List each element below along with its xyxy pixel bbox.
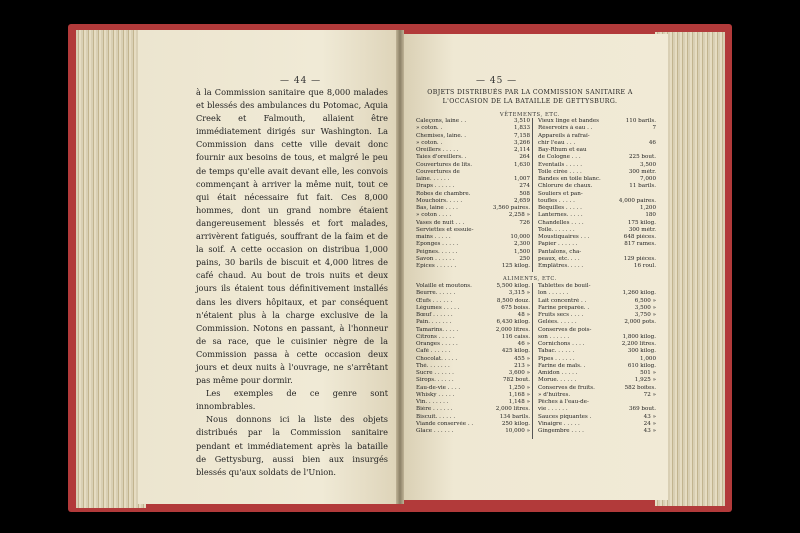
list-item (538, 421, 656, 428)
item-quantity: 250 kilog. (501, 420, 530, 427)
item-quantity: 24 » (643, 420, 656, 427)
list-item (416, 263, 530, 270)
item-name: Caleçons, laine . . (416, 118, 467, 124)
list-item (416, 348, 530, 355)
item-quantity: 10,000 (510, 234, 530, 240)
column-divider (532, 283, 533, 439)
list-item (538, 399, 656, 406)
item-quantity: 2,659 (513, 197, 530, 204)
item-quantity: 11 barils. (629, 183, 656, 190)
item-quantity (654, 327, 656, 334)
item-quantity: 4,000 paires. (618, 197, 656, 204)
list-item (416, 140, 530, 147)
item-quantity: 2,000 litres. (495, 326, 530, 333)
item-name: » d'huîtres. (538, 391, 571, 398)
item-quantity: 116 caiss. (501, 333, 530, 340)
item-quantity: 2,114 (513, 147, 530, 153)
item-name: mains . . . . . (416, 234, 451, 240)
item-quantity: 7 (652, 125, 656, 132)
item-name: Bœuf . . . . . . (416, 312, 453, 318)
item-quantity (528, 169, 530, 176)
item-name: Tablettes de bouil- (538, 283, 591, 289)
item-quantity: 3,315 » (508, 290, 530, 297)
item-quantity: 3,510 (513, 118, 530, 124)
list-item (538, 227, 656, 234)
item-name: Farine de maïs. . (538, 362, 586, 369)
item-quantity (654, 133, 656, 140)
list-item (416, 205, 530, 212)
list-item (538, 205, 656, 212)
list-item (416, 249, 530, 256)
item-name: Éventails . . . . . (538, 161, 582, 168)
item-name: Épices . . . . . . (416, 263, 457, 269)
item-quantity: 1,630 (513, 161, 530, 168)
item-quantity: 264 (519, 154, 530, 161)
list-item (538, 377, 656, 384)
item-quantity: 3,600 » (508, 370, 530, 376)
item-name: lon . . . . . . (538, 290, 569, 297)
food-column-left (416, 283, 530, 435)
item-quantity: 225 bout. (628, 154, 656, 161)
item-name: Couvertures de (416, 168, 460, 175)
item-name: Amidon . . . . . (538, 370, 578, 376)
item-name: Eau-de-vie . . . . (416, 384, 461, 391)
list-item (416, 283, 530, 290)
list-item (538, 154, 656, 161)
item-name: Whisky . . . . . (416, 391, 455, 398)
list-item (538, 191, 656, 198)
item-name: Sirops. . . . . . (416, 377, 454, 384)
item-name: Glace . . . . . . (416, 428, 454, 434)
item-name: de Cologne . . . (538, 154, 581, 161)
item-quantity: 300 kilog. (627, 348, 656, 355)
item-quantity: 3,266 (513, 139, 530, 146)
item-quantity: 648 pièces. (623, 234, 656, 240)
item-name: Bay-Rhum et eau (538, 147, 587, 153)
item-quantity (654, 399, 656, 406)
item-name: » coton . . . . (416, 212, 452, 219)
body-paragraph: Nous donnons ici la liste des objets distribués par la Commission sanitaire pendant et immédiatement après la bataille de Gettysburg, aussi bien aux insurgés blessés qu'aux soldats de l'Union. (196, 414, 388, 477)
item-name: Papier . . . . . . (538, 241, 578, 248)
item-name: Beurre. . . . . . (416, 290, 456, 297)
item-quantity: 6,500 » (634, 297, 656, 304)
item-name: peaux, etc. . . . (538, 255, 580, 262)
item-name: Conserves de pois- (538, 326, 592, 333)
list-item (416, 428, 530, 435)
item-quantity: 125 kilog. (501, 263, 530, 269)
item-quantity: 6,430 kilog. (496, 319, 530, 326)
item-quantity: 300 mètr. (628, 226, 656, 233)
item-name: Volaille et moutons. (416, 283, 472, 289)
item-name: Thé. . . . . . . (416, 362, 450, 369)
item-name: Robes de chambre. (416, 190, 471, 197)
item-quantity: 175 kilog. (627, 219, 656, 226)
clothing-column-right (538, 118, 656, 270)
item-name: Vases de nuit . . . (416, 219, 465, 226)
item-name: Oreillers . . . . . (416, 147, 459, 153)
list-item (416, 198, 530, 205)
list-item (538, 341, 656, 348)
list-item (538, 312, 656, 319)
item-quantity: 3,560 paires. (492, 205, 530, 211)
list-item (416, 169, 530, 176)
item-quantity: 610 kilog. (627, 362, 656, 369)
item-quantity: 1,925 » (634, 377, 656, 384)
item-name: Moustiquaires . . . (538, 234, 590, 240)
item-quantity: 2,300 (513, 241, 530, 248)
item-quantity: 2,000 pots. (624, 319, 656, 326)
list-item (538, 234, 656, 241)
item-name: Farine préparée. . (538, 304, 590, 311)
list-item (416, 298, 530, 305)
item-name: Appareils à rafraî- (538, 132, 590, 139)
item-name: Morue. . . . . . (538, 377, 577, 384)
item-name: Réservoirs à eau . . (538, 125, 593, 132)
list-item (416, 176, 530, 183)
item-name: Draps . . . . . . (416, 183, 455, 190)
left-page-body (196, 86, 388, 479)
item-quantity: 43 » (643, 428, 656, 434)
item-quantity: 817 rames. (624, 241, 656, 248)
item-quantity (654, 191, 656, 198)
list-item (538, 183, 656, 190)
food-column-right (538, 283, 656, 435)
body-paragraph: à la Commission sanitaire que 8,000 malades et blessés des ambulances du Potomac, Aquia Creek et Falmouth, allaient être immédiatement dirigés sur Washington. La Commission dans cette ville devait donc fournir aux besoins de tous, et malgré le peu de temps qu'elle avait devant elle, les convois commençant à arriver la même nuit, tout ce qui était nécessaire fut fait. Ces 8,000 hommes, dont un grand nombre étaient dangereusement blessés et fort malades, arrivèrent fatigués, souffrant de la faim et de la soif. A cette occasion on distribua 1,000 pains, 30 barils de biscuit et 4,000 litres de café chaud. Au bout de trois nuits et deux jours ils étaient tous définitivement installés dans les divers hôpitaux, et par conséquent n'étaient plus à la charge exclusive de la Commission. Notons en passant, à l'honneur de sa race, que le cuisinier nègre de la Commission passa à cette occasion deux jours et deux nuits à l'ouvrage, ne s'arrêtant pas même pour dormir. (196, 87, 388, 386)
item-name: Toile. . . . . . . (538, 226, 575, 233)
item-quantity: 425 kilog. (501, 348, 530, 355)
item-name: Cornichons . . . . (538, 341, 585, 347)
list-item (538, 327, 656, 334)
item-name: Bière . . . . . . (416, 406, 453, 413)
list-item (538, 414, 656, 421)
list-item (538, 140, 656, 147)
list-item (416, 363, 530, 370)
item-quantity: 5,500 kilog. (496, 283, 530, 289)
list-item (538, 298, 656, 305)
list-item (416, 421, 530, 428)
list-item (538, 147, 656, 154)
item-name: Sauces piquantes . (538, 413, 592, 420)
list-item (416, 370, 530, 377)
item-quantity: 369 bout. (628, 406, 656, 413)
item-name: Serviettes et essuie- (416, 226, 474, 233)
list-item (538, 319, 656, 326)
item-quantity: 455 » (514, 355, 530, 362)
item-quantity: 782 bout. (502, 377, 530, 384)
section-title-clothing: VÊTEMENTS, ETC. (499, 112, 561, 118)
item-quantity: 48 » (517, 312, 530, 318)
item-name: Mouchoirs. . . . . (416, 197, 463, 204)
item-name: Pipes . . . . . . (538, 355, 575, 362)
item-name: Couvertures de lits. (416, 161, 473, 168)
item-quantity: 300 mètr. (628, 168, 656, 175)
item-quantity: 1,800 kilog. (622, 333, 656, 340)
item-quantity: 3,500 » (634, 304, 656, 311)
item-quantity: 1,148 » (508, 399, 530, 405)
item-quantity: 501 » (640, 370, 656, 376)
item-quantity: 1,500 (513, 248, 530, 255)
clothing-column-left (416, 118, 530, 270)
item-quantity: 1,250 » (508, 384, 530, 391)
item-quantity (528, 227, 530, 234)
list-item (538, 198, 656, 205)
item-quantity: 1,007 (513, 176, 530, 182)
item-quantity: 72 » (643, 391, 656, 398)
item-quantity: 274 (519, 183, 530, 190)
list-item (416, 118, 530, 125)
item-name: Gelées. . . . . . (538, 319, 577, 326)
item-name: Peignes. . . . . . (416, 248, 458, 255)
item-quantity: 213 » (514, 362, 530, 369)
item-quantity: 16 roul. (633, 263, 656, 269)
item-name: laine. . . . . . (416, 176, 450, 182)
list-item (416, 414, 530, 421)
list-item (538, 283, 656, 290)
list-item (416, 234, 530, 241)
item-name: vie . . . . . . (538, 406, 568, 413)
list-item (416, 377, 530, 384)
item-name: Légumes . . . . . (416, 304, 460, 311)
list-item (538, 263, 656, 270)
list-item (416, 154, 530, 161)
item-quantity: 2,200 litres. (621, 341, 656, 347)
list-item (538, 212, 656, 219)
item-name: toufles . . . . . (538, 197, 575, 204)
list-item (538, 392, 656, 399)
item-quantity: 1,168 » (508, 391, 530, 398)
item-quantity: 2,000 litres. (495, 406, 530, 413)
list-item (416, 341, 530, 348)
item-quantity: 8,500 douz. (496, 297, 530, 304)
list-item (416, 147, 530, 154)
item-name: Vinaigre . . . . . (538, 420, 580, 427)
list-item (416, 327, 530, 334)
list-item (416, 227, 530, 234)
list-item (538, 305, 656, 312)
section-title-food: ALIMENTS, ETC. (502, 276, 558, 282)
list-item (416, 133, 530, 140)
item-name: Pantalons, cha- (538, 248, 582, 255)
list-item (416, 125, 530, 132)
item-name: Viande conservée . . (416, 420, 474, 427)
right-page-number: — 45 — (476, 76, 518, 86)
list-item (416, 312, 530, 319)
item-quantity: 675 boiss. (501, 304, 530, 311)
item-name: Pêches à l'eau-de- (538, 399, 589, 405)
item-quantity: 129 pièces. (623, 255, 656, 262)
item-quantity: 134 barils. (499, 413, 530, 420)
item-name: Savon . . . . . . (416, 255, 455, 262)
item-quantity: 1,833 (513, 125, 530, 132)
left-page-number: — 44 — (280, 76, 322, 86)
list-item (538, 370, 656, 377)
item-name: Tabac. . . . . . (538, 348, 575, 355)
item-quantity: 46 » (517, 341, 530, 347)
item-name: Bandes en toile blanc. (538, 176, 601, 182)
item-name: Tamarins. . . . . (416, 326, 459, 333)
item-name: Oranges . . . . . (416, 341, 458, 347)
item-quantity: 180 (645, 212, 656, 219)
item-name: Conserves de fruits. (538, 384, 595, 391)
list-item (538, 363, 656, 370)
item-quantity: 43 » (643, 413, 656, 420)
list-item (416, 290, 530, 297)
list-item (538, 348, 656, 355)
item-name: Béquilles . . . . . (538, 205, 582, 211)
item-name: Fruits secs . . . . (538, 312, 584, 318)
item-quantity: 7,000 (639, 176, 656, 182)
item-quantity: 582 boîtes. (624, 384, 656, 391)
item-name: Bas, laine . . . . (416, 205, 458, 211)
list-item (416, 385, 530, 392)
list-item (416, 399, 530, 406)
item-name: Chocolat. . . . . (416, 355, 458, 362)
item-quantity: 7,158 (513, 132, 530, 139)
list-item (538, 125, 656, 132)
list-item (416, 305, 530, 312)
list-item (416, 241, 530, 248)
item-name: Gingembre . . . . (538, 428, 584, 434)
item-name: Emplâtres. . . . . (538, 263, 584, 269)
column-divider (532, 118, 533, 272)
item-name: Pain. . . . . . . (416, 319, 452, 326)
page-edges-left (76, 30, 146, 508)
item-name: Taies d'oreillers. . (416, 154, 467, 161)
list-item (538, 406, 656, 413)
list-item (538, 220, 656, 227)
list-item (538, 249, 656, 256)
list-item (538, 428, 656, 435)
item-name: Vieux linge et bandes (538, 118, 600, 124)
body-paragraph: Les exemples de ce genre sont innombrables. (196, 388, 388, 412)
list-item (538, 334, 656, 341)
item-quantity: 508 (519, 190, 530, 197)
item-quantity: 3,750 » (634, 312, 656, 318)
item-quantity: 110 barils. (625, 118, 656, 124)
list-item (416, 220, 530, 227)
item-name: chir l'eau . . . (538, 139, 576, 146)
list-item (538, 290, 656, 297)
list-item (416, 191, 530, 198)
item-name: Œufs . . . . . . (416, 297, 453, 304)
item-name: Chandelles . . . . (538, 219, 584, 226)
item-name: » coton. . (416, 139, 443, 146)
item-quantity (654, 147, 656, 154)
list-item (416, 392, 530, 399)
item-quantity: 46 (648, 139, 656, 146)
item-quantity: 1,200 (639, 205, 656, 211)
item-name: Éponges . . . . . (416, 241, 459, 248)
item-quantity: 1,000 (639, 355, 656, 362)
item-name: Café . . . . . . (416, 348, 451, 355)
item-quantity: 3,500 (639, 161, 656, 168)
list-item (538, 169, 656, 176)
list-item (416, 162, 530, 169)
item-quantity: 250 (519, 255, 530, 262)
item-name: Vin. . . . . . . (416, 399, 449, 405)
list-item (416, 212, 530, 219)
list-item (538, 118, 656, 125)
item-quantity (654, 249, 656, 256)
item-name: Souliers et pan- (538, 190, 583, 197)
item-quantity: 726 (519, 219, 530, 226)
item-name: Lait concentré . . (538, 297, 587, 304)
table-heading: OBJETS DISTRIBUÉS PAR LA COMMISSION SANITAIRE A L'OCCASION DE LA BATAILLE DE GETTYSBURG. (427, 89, 633, 105)
list-item (416, 334, 530, 341)
list-item (538, 162, 656, 169)
list-item (538, 356, 656, 363)
book-gutter (396, 30, 404, 504)
list-item (416, 319, 530, 326)
list-item (416, 356, 530, 363)
list-item (416, 406, 530, 413)
list-item (416, 256, 530, 263)
item-quantity: 10,000 » (505, 428, 530, 434)
item-name: Citrons . . . . . (416, 333, 455, 340)
list-item (538, 241, 656, 248)
item-name: Chlorure de chaux. (538, 183, 593, 190)
list-item (416, 183, 530, 190)
item-name: Toile cirée . . . . (538, 168, 582, 175)
item-name: Biscuit. . . . . . (416, 413, 456, 420)
item-name: son . . . . . . (538, 333, 570, 340)
list-item (538, 385, 656, 392)
item-name: Chemises, laine. . (416, 132, 467, 139)
item-quantity (654, 283, 656, 290)
item-name: Lanternes. . . . . (538, 212, 583, 219)
item-quantity: 2,258 » (508, 212, 530, 219)
list-item (538, 133, 656, 140)
item-quantity: 1,260 kilog. (622, 290, 656, 297)
list-item (538, 256, 656, 263)
item-name: Sucre . . . . . . (416, 370, 454, 376)
list-item (538, 176, 656, 183)
item-name: » coton. . (416, 125, 443, 132)
